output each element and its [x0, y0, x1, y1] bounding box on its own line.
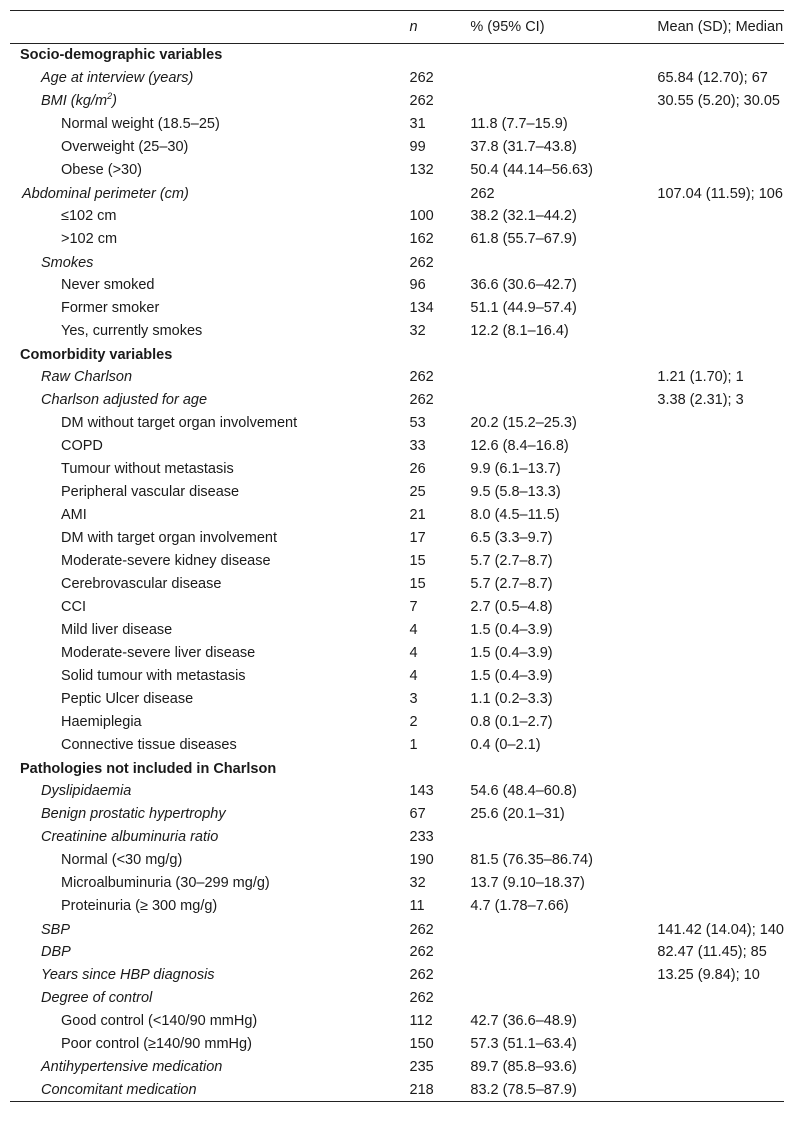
pct-cell — [470, 251, 657, 274]
table-row — [10, 734, 784, 757]
mean-cell: 1.21 (1.70); 1 — [657, 369, 744, 385]
pct-cell — [470, 67, 657, 90]
table-row — [10, 481, 784, 504]
header-label-cell — [10, 11, 410, 44]
mean-cell — [657, 297, 784, 320]
pct-cell: 25.6 (20.1–31) — [470, 806, 565, 822]
pct-cell: 12.2 (8.1–16.4) — [470, 323, 569, 339]
mean-cell: 30.55 (5.20); 30.05 — [657, 93, 780, 109]
pct-cell: 9.9 (6.1–13.7) — [470, 461, 561, 477]
table-row — [10, 642, 784, 665]
mean-cell — [657, 343, 784, 366]
pct-cell: 9.5 (5.8–13.3) — [470, 484, 561, 500]
row-label-text: BMI (kg/m — [41, 93, 108, 109]
table-row — [10, 711, 784, 734]
mean-cell: 65.84 (12.70); 67 — [657, 70, 768, 86]
pct-cell: 4.7 (1.78–7.66) — [470, 898, 569, 914]
n-cell — [410, 343, 471, 366]
row-label: Yes, currently smokes — [61, 323, 203, 339]
n-cell: 53 — [409, 415, 426, 431]
table-row — [10, 872, 784, 895]
mean-cell — [657, 642, 784, 665]
table-row — [10, 251, 784, 274]
n-cell: 11 — [409, 898, 425, 914]
n-cell: 262 — [409, 392, 434, 408]
table-row — [10, 504, 784, 527]
row-label: Peptic Ulcer disease — [61, 691, 194, 707]
n-cell: 190 — [409, 852, 434, 868]
row-label: Creatinine albuminuria ratio — [41, 829, 219, 845]
mean-cell — [657, 1010, 784, 1033]
table-row — [10, 665, 784, 688]
table-row — [10, 1079, 784, 1102]
n-cell: 262 — [409, 369, 434, 385]
pct-cell: 83.2 (78.5–87.9) — [470, 1079, 657, 1102]
pct-cell: 37.8 (31.7–43.8) — [470, 139, 577, 155]
mean-cell — [657, 1079, 784, 1102]
row-label-suffix: ) — [112, 93, 117, 109]
n-cell: 67 — [409, 806, 426, 822]
pct-cell: 61.8 (55.7–67.9) — [470, 231, 577, 247]
table-row — [10, 228, 784, 251]
row-label: Concomitant medication — [10, 1079, 410, 1102]
mean-cell — [657, 228, 784, 251]
mean-cell — [657, 596, 784, 619]
header-mean: Mean (SD); Median — [657, 11, 784, 44]
n-cell: 100 — [409, 208, 434, 224]
n-cell: 32 — [409, 875, 426, 891]
mean-cell: 107.04 (11.59); 106 — [657, 186, 783, 202]
n-cell: 235 — [409, 1059, 434, 1075]
table-row — [10, 964, 784, 987]
pct-cell — [470, 757, 657, 780]
row-label: Degree of control — [41, 990, 153, 1006]
pct-cell: 1.5 (0.4–3.9) — [470, 668, 553, 684]
row-label: Former smoker — [61, 300, 160, 316]
mean-cell — [657, 320, 784, 343]
n-cell: 218 — [410, 1079, 471, 1102]
table-row — [10, 918, 784, 941]
table-row — [10, 780, 784, 803]
table-row — [10, 205, 784, 228]
mean-cell — [657, 205, 784, 228]
n-cell: 3 — [409, 691, 418, 707]
mean-cell — [657, 734, 784, 757]
n-cell: 262 — [409, 922, 434, 938]
row-label: Charlson adjusted for age — [41, 392, 208, 408]
n-cell: 32 — [409, 323, 426, 339]
n-cell: 112 — [409, 1013, 433, 1029]
row-label: AMI — [61, 507, 87, 523]
pct-cell: 11.8 (7.7–15.9) — [470, 116, 568, 132]
pct-cell — [470, 826, 657, 849]
pct-cell: 42.7 (36.6–48.9) — [470, 1013, 577, 1029]
mean-cell — [657, 803, 784, 826]
n-cell: 262 — [409, 255, 434, 271]
n-cell: 132 — [409, 162, 434, 178]
mean-cell — [657, 251, 784, 274]
mean-cell: 13.25 (9.84); 10 — [657, 967, 760, 983]
n-cell: 99 — [409, 139, 426, 155]
superscript: 2 — [107, 91, 113, 102]
row-label: Peripheral vascular disease — [61, 484, 240, 500]
pct-cell: 0.8 (0.1–2.7) — [470, 714, 553, 730]
table-row — [10, 527, 784, 550]
row-label: Mild liver disease — [61, 622, 173, 638]
row-label: Proteinuria (≥ 300 mg/g) — [61, 898, 218, 914]
table-row — [10, 320, 784, 343]
mean-cell — [657, 1056, 784, 1079]
n-cell — [410, 757, 471, 780]
table-row — [10, 688, 784, 711]
pct-cell: 38.2 (32.1–44.2) — [470, 208, 577, 224]
n-cell: 17 — [409, 530, 426, 546]
mean-cell: 3.38 (2.31); 3 — [657, 392, 744, 408]
table-row — [10, 1056, 784, 1079]
section-row — [10, 343, 784, 366]
mean-cell — [657, 849, 784, 872]
row-label: CCI — [61, 599, 86, 615]
pct-cell — [470, 343, 657, 366]
row-label — [10, 90, 410, 113]
pct-cell: 12.6 (8.4–16.8) — [470, 438, 569, 454]
row-label: SBP — [41, 922, 71, 938]
row-label: Moderate-severe kidney disease — [61, 553, 271, 569]
table-row — [10, 826, 784, 849]
n-cell: 262 — [409, 93, 434, 109]
table-row — [10, 596, 784, 619]
table-row — [10, 136, 784, 159]
header-pct: % (95% CI) — [470, 11, 657, 44]
pct-cell — [470, 389, 657, 412]
pct-cell: 36.6 (30.6–42.7) — [470, 277, 577, 293]
mean-cell — [657, 504, 784, 527]
row-label: Moderate-severe liver disease — [61, 645, 256, 661]
header-n: n — [410, 11, 471, 44]
row-label: Good control (<140/90 mmHg) — [61, 1013, 258, 1029]
row-label: Benign prostatic hypertrophy — [41, 806, 226, 822]
mean-cell — [657, 1033, 784, 1056]
table-row — [10, 90, 784, 113]
characteristics-table — [10, 10, 784, 1102]
pct-cell: 6.5 (3.3–9.7) — [470, 530, 553, 546]
row-label: Haemiplegia — [61, 714, 142, 730]
mean-cell — [657, 895, 784, 918]
mean-cell — [657, 573, 784, 596]
row-label: Normal weight (18.5–25) — [61, 116, 220, 132]
table-row — [10, 297, 784, 320]
pct-cell: 57.3 (51.1–63.4) — [470, 1036, 577, 1052]
pct-cell: 51.1 (44.9–57.4) — [470, 300, 577, 316]
mean-cell — [657, 757, 784, 780]
section-row — [10, 44, 784, 67]
mean-cell: 82.47 (11.45); 85 — [657, 944, 767, 960]
table-row — [10, 1033, 784, 1056]
row-label: Smokes — [41, 255, 94, 271]
row-label: Raw Charlson — [41, 369, 133, 385]
row-label: Connective tissue diseases — [61, 737, 237, 753]
mean-cell — [657, 550, 784, 573]
pct-cell: 13.7 (9.10–18.37) — [470, 875, 585, 891]
table-row — [10, 1010, 784, 1033]
mean-cell — [657, 780, 784, 803]
table-row — [10, 366, 784, 389]
row-label: Years since HBP diagnosis — [41, 967, 215, 983]
row-label: Age at interview (years) — [41, 70, 194, 86]
mean-cell — [657, 665, 784, 688]
row-label: Poor control (≥140/90 mmHg) — [61, 1036, 252, 1052]
table-row — [10, 412, 784, 435]
row-label: Dyslipidaemia — [41, 783, 132, 799]
n-cell: 2 — [409, 714, 418, 730]
pct-cell — [470, 987, 657, 1010]
n-cell: 15 — [409, 576, 426, 592]
pct-cell — [470, 964, 657, 987]
row-label: Antihypertensive medication — [41, 1059, 223, 1075]
mean-cell: 141.42 (14.04); 140 — [657, 922, 784, 938]
table-row — [10, 573, 784, 596]
table-row — [10, 159, 784, 182]
pct-cell — [470, 918, 657, 941]
row-label: Tumour without metastasis — [61, 461, 234, 477]
row-label: Abdominal perimeter (cm) — [22, 186, 189, 202]
pct-cell: 54.6 (48.4–60.8) — [470, 783, 577, 799]
n-cell: 262 — [409, 944, 434, 960]
row-label: Never smoked — [61, 277, 155, 293]
n-cell: 134 — [409, 300, 434, 316]
mean-cell — [657, 527, 784, 550]
n-cell: 262 — [409, 990, 434, 1006]
mean-cell — [657, 619, 784, 642]
n-cell: 1 — [409, 737, 418, 753]
n-cell: 262 — [409, 967, 434, 983]
mean-cell — [657, 113, 784, 136]
row-label: Overweight (25–30) — [61, 139, 189, 155]
mean-cell — [657, 412, 784, 435]
section-row — [10, 757, 784, 780]
n-cell: 143 — [409, 783, 434, 799]
pct-cell: 20.2 (15.2–25.3) — [470, 415, 577, 431]
n-cell: 233 — [409, 829, 434, 845]
pct-cell — [470, 366, 657, 389]
table-row — [10, 941, 784, 964]
table-body — [10, 44, 784, 1102]
mean-cell — [657, 159, 784, 182]
n-cell: 7 — [409, 599, 418, 615]
table-row — [10, 550, 784, 573]
section-label: Socio-demographic variables — [20, 47, 223, 64]
pct-cell: 1.5 (0.4–3.9) — [470, 622, 553, 638]
n-cell: 31 — [409, 116, 426, 132]
mean-cell — [657, 274, 784, 297]
mean-cell — [657, 481, 784, 504]
row-label: Microalbuminuria (30–299 mg/g) — [61, 875, 270, 891]
pct-cell: 0.4 (0–2.1) — [470, 737, 541, 753]
n-cell: 26 — [409, 461, 426, 477]
table-row — [10, 67, 784, 90]
pct-cell — [470, 44, 657, 67]
mean-cell — [657, 987, 784, 1010]
table-row — [10, 987, 784, 1010]
mean-cell — [657, 872, 784, 895]
n-cell — [410, 182, 471, 205]
pct-cell — [470, 941, 657, 964]
section-label: Pathologies not included in Charlson — [20, 761, 277, 777]
n-cell: 4 — [409, 622, 418, 638]
row-label: COPD — [61, 438, 103, 454]
table-header — [10, 11, 784, 44]
n-cell: 4 — [409, 668, 418, 684]
mean-cell — [657, 688, 784, 711]
row-label: DBP — [41, 944, 71, 960]
table-row — [10, 619, 784, 642]
mean-cell — [657, 136, 784, 159]
n-cell: 33 — [409, 438, 426, 454]
table-row — [10, 113, 784, 136]
mean-cell — [657, 826, 784, 849]
pct-cell: 2.7 (0.5–4.8) — [470, 599, 553, 615]
table-row — [10, 458, 784, 481]
pct-cell: 50.4 (44.14–56.63) — [470, 162, 593, 178]
pct-cell: 5.7 (2.7–8.7) — [470, 553, 553, 569]
row-label: >102 cm — [61, 231, 118, 247]
row-label: Normal (<30 mg/g) — [61, 852, 183, 868]
row-label: ≤102 cm — [61, 208, 117, 224]
mean-cell — [657, 435, 784, 458]
section-label: Comorbidity variables — [20, 347, 173, 363]
mean-cell — [657, 458, 784, 481]
row-label: DM with target organ involvement — [61, 530, 277, 546]
pct-cell: 81.5 (76.35–86.74) — [470, 852, 593, 868]
pct-cell: 262 — [470, 186, 495, 202]
pct-cell: 1.5 (0.4–3.9) — [470, 645, 553, 661]
mean-cell — [657, 44, 784, 67]
table-row — [10, 182, 784, 205]
table-row — [10, 389, 784, 412]
pct-cell: 89.7 (85.8–93.6) — [470, 1059, 577, 1075]
pct-cell: 1.1 (0.2–3.3) — [470, 691, 553, 707]
n-cell: 15 — [409, 553, 426, 569]
pct-cell: 5.7 (2.7–8.7) — [470, 576, 553, 592]
row-label: DM without target organ involvement — [61, 415, 298, 431]
table-row — [10, 803, 784, 826]
header-row — [10, 11, 784, 44]
pct-cell: 8.0 (4.5–11.5) — [470, 507, 560, 523]
table-row — [10, 274, 784, 297]
n-cell: 150 — [409, 1036, 434, 1052]
n-cell: 21 — [409, 507, 426, 523]
table-row — [10, 895, 784, 918]
table-row — [10, 435, 784, 458]
n-cell: 25 — [409, 484, 426, 500]
n-cell — [410, 44, 471, 67]
mean-cell — [657, 711, 784, 734]
n-cell: 162 — [409, 231, 434, 247]
n-cell: 262 — [409, 70, 434, 86]
pct-cell — [470, 90, 657, 113]
table-row — [10, 849, 784, 872]
n-cell: 96 — [409, 277, 426, 293]
row-label: Cerebrovascular disease — [61, 576, 222, 592]
row-label: Obese (>30) — [61, 162, 143, 178]
row-label: Solid tumour with metastasis — [61, 668, 246, 684]
n-cell: 4 — [409, 645, 418, 661]
